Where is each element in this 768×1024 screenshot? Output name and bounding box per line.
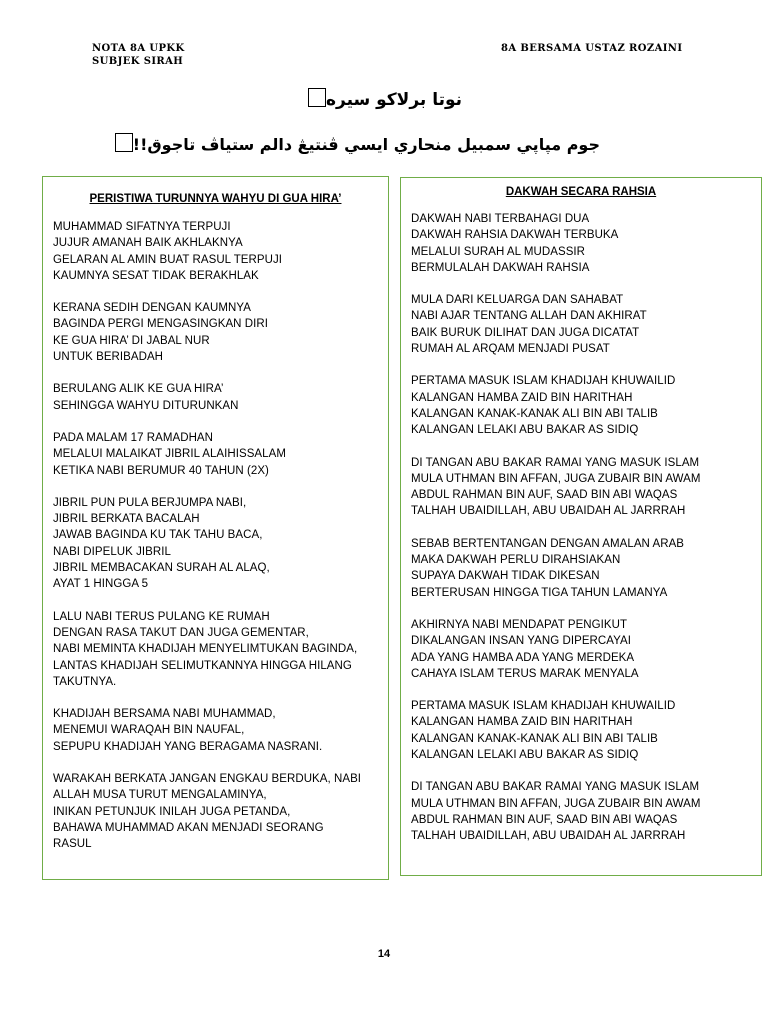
verse-line: KETIKA NABI BERUMUR 40 TAHUN (2X) <box>53 464 269 477</box>
verse-line: INIKAN PETUNJUK INILAH JUGA PETANDA, <box>53 805 291 818</box>
verse-line: MELALUI SURAH AL MUDASSIR <box>411 245 586 258</box>
verse-line: AYAT 1 HINGGA 5 <box>53 578 149 591</box>
verse-line: LANTAS KHADIJAH SELIMUTKANNYA HINGGA HILANG <box>53 659 352 672</box>
verse-line: SEPUPU KHADIJAH YANG BERAGAMA NASRANI. <box>53 740 323 753</box>
verse-line: DAKWAH NABI TERBAHAGI DUA <box>411 213 590 225</box>
verse-line: DAKWAH RAHSIA DAKWAH TERBUKA <box>411 229 619 242</box>
verse-line: BAHAWA MUHAMMAD AKAN MENJADI SEORANG <box>53 821 324 834</box>
arabic-heading <box>300 88 470 110</box>
arabic-subheading-text: جوم مپاپي سمبيل منحاري ايسي ڤنتيڠ دالم ستياڤ تاجوق!! <box>132 135 600 154</box>
verse-paragraph <box>411 292 751 357</box>
verse-line: AKHIRNYA NABI MENDAPAT PENGIKUT <box>411 618 628 631</box>
verse-line: MELALUI MALAIKAT JIBRIL ALAIHISSALAM <box>53 448 286 461</box>
verse-line: TALHAH UBAIDILLAH, ABU UBAIDAH AL JARRRAH <box>411 505 686 518</box>
verse-paragraph <box>53 706 378 755</box>
verse-paragraph <box>53 381 378 414</box>
verse-line: NABI AJAR TENTANG ALLAH DAN AKHIRAT <box>411 310 647 323</box>
verse-line: KALANGAN LELAKI ABU BAKAR AS SIDIQ <box>411 749 639 762</box>
verse-line: ABDUL RAHMAN BIN AUF, SAAD BIN ABI WAQAS <box>411 489 678 502</box>
verse-line: SEHINGGA WAHYU DITURUNKAN <box>53 399 239 412</box>
verse-line: ALLAH MUSA TURUT MENGALAMINYA, <box>53 789 267 802</box>
verse-line: JIBRIL PUN PULA BERJUMPA NABI, <box>53 496 247 509</box>
verse-line: KALANGAN KANAK-KANAK ALI BIN ABI TALIB <box>411 407 658 420</box>
verse-line: WARAKAH BERKATA JANGAN ENGKAU BERDUKA, NABI <box>53 773 362 786</box>
verse-line: KAUMNYA SESAT TIDAK BERAKHLAK <box>53 269 259 282</box>
verse-line: GELARAN AL AMIN BUAT RASUL TERPUJI <box>53 253 282 266</box>
verse-line: MULA UTHMAN BIN AFFAN, JUGA ZUBAIR BIN AWAM <box>411 472 701 485</box>
verse-line: SUPAYA DAKWAH TIDAK DIKESAN <box>411 570 600 583</box>
verse-line: MENEMUI WARAQAH BIN NAUFAL, <box>53 724 245 737</box>
verse-line: KHADIJAH BERSAMA NABI MUHAMMAD, <box>53 708 276 721</box>
verse-line: DENGAN RASA TAKUT DAN JUGA GEMENTAR, <box>53 626 309 639</box>
verse-line: BAGINDA PERGI MENGASINGKAN DIRI <box>53 318 268 331</box>
verse-line: KERANA SEDIH DENGAN KAUMNYA <box>53 302 251 315</box>
verse-paragraph <box>411 536 751 601</box>
verse-line: BERMULALAH DAKWAH RAHSIA <box>411 261 590 274</box>
verse-line: JIBRIL MEMBACAKAN SURAH AL ALAQ, <box>53 562 270 575</box>
verse-line: JIBRIL BERKATA BACALAH <box>53 513 200 526</box>
checkbox-icon <box>308 88 326 107</box>
arabic-heading-text: نوتا برلاكو سيره <box>325 90 463 110</box>
verse-line: KALANGAN LELAKI ABU BAKAR AS SIDIQ <box>411 424 639 437</box>
verse-line: JUJUR AMANAH BAIK AKHLAKNYA <box>53 237 243 250</box>
header-teacher-label: 8A BERSAMA USTAZ ROZAINI <box>501 43 683 54</box>
verse-line: UNTUK BERIBADAH <box>53 351 164 364</box>
verse-paragraph <box>411 211 751 276</box>
verse-paragraph <box>53 771 378 852</box>
header-left <box>92 42 185 68</box>
checkbox-icon <box>115 133 133 152</box>
verse-line: KALANGAN KANAK-KANAK ALI BIN ABI TALIB <box>411 732 658 745</box>
verse-line: JAWAB BAGINDA KU TAK TAHU BACA, <box>53 529 263 542</box>
verse-line: MULA UTHMAN BIN AFFAN, JUGA ZUBAIR BIN AWAM <box>411 797 701 810</box>
verse-line: SEBAB BERTENTANGAN DENGAN AMALAN ARAB <box>411 537 685 550</box>
right-note-box <box>400 177 762 876</box>
verse-line: NABI DIPELUK JIBRIL <box>53 545 171 558</box>
verse-paragraph <box>53 219 378 284</box>
verse-line: DI TANGAN ABU BAKAR RAMAI YANG MASUK ISLAM <box>411 456 700 469</box>
header-notes-label: NOTA 8A UPKK <box>92 43 185 54</box>
verse-line: DIKALANGAN INSAN YANG DIPERCAYAI <box>411 635 631 648</box>
verse-line: MUHAMMAD SIFATNYA TERPUJI <box>53 221 231 233</box>
verse-line: KE GUA HIRA’ DI JABAL NUR <box>53 334 210 347</box>
header-subject-label: SUBJEK SIRAH <box>92 56 184 67</box>
right-box-body <box>411 211 751 845</box>
verse-paragraph <box>411 373 751 438</box>
verse-line: CAHAYA ISLAM TERUS MARAK MENYALA <box>411 667 639 680</box>
verse-line: KALANGAN HAMBA ZAID BIN HARITHAH <box>411 716 633 729</box>
header-right <box>501 42 682 55</box>
verse-line: BAIK BURUK DILIHAT DAN JUGA DICATAT <box>411 326 640 339</box>
verse-line: NABI MEMINTA KHADIJAH MENYELIMTUKAN BAGINDA, <box>53 643 358 656</box>
verse-line: DI TANGAN ABU BAKAR RAMAI YANG MASUK ISLAM <box>411 781 700 794</box>
verse-paragraph <box>411 455 751 520</box>
verse-line: TALHAH UBAIDILLAH, ABU UBAIDAH AL JARRRAH <box>411 830 686 843</box>
left-box-body <box>53 219 378 853</box>
verse-line: TAKUTNYA. <box>53 675 117 688</box>
verse-line: PERTAMA MASUK ISLAM KHADIJAH KHUWAILID <box>411 700 676 713</box>
left-note-box <box>42 176 389 880</box>
right-box-title: DAKWAH SECARA RAHSIA <box>505 186 657 198</box>
verse-paragraph <box>411 698 751 763</box>
verse-paragraph <box>53 430 378 479</box>
page-number: 14 <box>377 948 391 960</box>
verse-line: BERTERUSAN HINGGA TIGA TAHUN LAMANYA <box>411 586 668 599</box>
verse-line: ADA YANG HAMBA ADA YANG MERDEKA <box>411 651 635 664</box>
verse-paragraph <box>53 609 378 690</box>
verse-line: PADA MALAM 17 RAMADHAN <box>53 431 214 444</box>
verse-line: LALU NABI TERUS PULANG KE RUMAH <box>53 610 270 623</box>
left-box-title: PERISTIWA TURUNNYA WAHYU DI GUA HIRA’ <box>89 193 342 205</box>
verse-line: RUMAH AL ARQAM MENJADI PUSAT <box>411 343 610 356</box>
verse-paragraph <box>53 300 378 365</box>
verse-line: PERTAMA MASUK ISLAM KHADIJAH KHUWAILID <box>411 375 676 388</box>
verse-line: RASUL <box>53 838 92 851</box>
verse-line: MAKA DAKWAH PERLU DIRAHSIAKAN <box>411 554 621 567</box>
verse-paragraph <box>411 779 751 844</box>
verse-line: BERULANG ALIK KE GUA HIRA’ <box>53 383 224 396</box>
arabic-subheading <box>132 133 600 154</box>
verse-line: ABDUL RAHMAN BIN AUF, SAAD BIN ABI WAQAS <box>411 813 678 826</box>
verse-paragraph <box>411 617 751 682</box>
verse-line: KALANGAN HAMBA ZAID BIN HARITHAH <box>411 391 633 404</box>
verse-paragraph <box>53 495 378 593</box>
verse-line: MULA DARI KELUARGA DAN SAHABAT <box>411 294 624 307</box>
